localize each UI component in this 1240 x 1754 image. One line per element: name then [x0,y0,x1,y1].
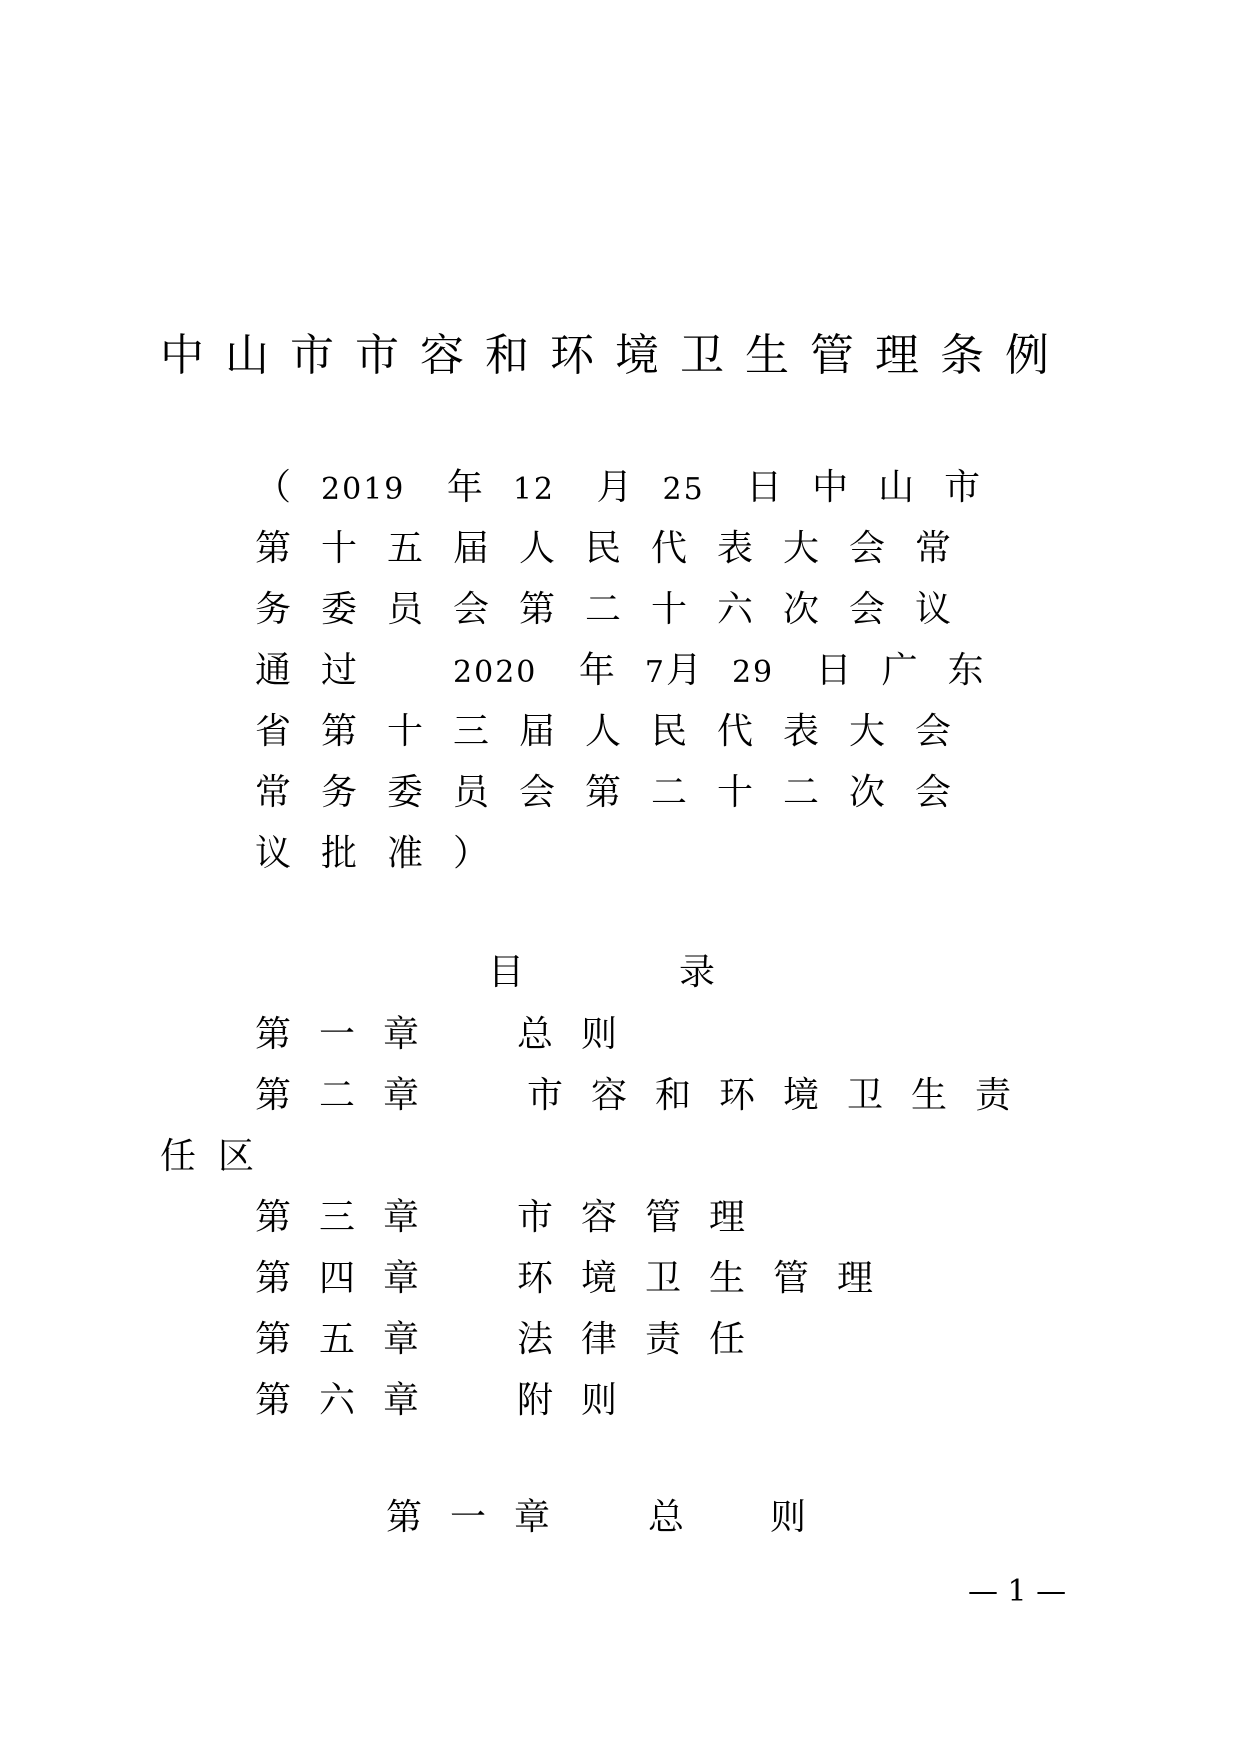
day-rest: 日中山市 [746,467,1011,508]
toc-item-label: 第五章 [255,1319,448,1360]
day-rest: 日广东 [815,650,1014,691]
toc-item-label: 第四章 [255,1258,448,1299]
chapter-heading [386,1493,834,1543]
toc-item-title: 市容和环境卫生责 [527,1075,1040,1116]
toc-item-label: 第一章 [255,1014,448,1055]
month-unit: 月 [665,650,732,691]
approval-year: 2019 [321,472,406,507]
toc-item-label: 第六章 [255,1380,448,1421]
month-unit: 月 [596,467,663,508]
year-unit: 年 [446,467,513,508]
chapter-word: 则 [770,1497,835,1538]
approval-note-line: 第十五届人民代表大会常 [255,528,982,569]
toc-item [255,1071,1039,1121]
document-title: 中山市市容和环境卫生管理条例 [160,330,1070,381]
page-number: — 1 — [968,1574,1067,1609]
toc-item-label: 第三章 [255,1197,448,1238]
approval-note-line [255,646,1014,698]
toc-heading [488,948,715,998]
approval-note-line: 务委员会第二十六次会议 [255,589,982,630]
toc-item [255,1376,645,1426]
toc-item-title: 附则 [517,1380,646,1421]
approval-note-line: 省第十三届人民代表大会 [255,711,982,752]
open-paren: （ [255,467,322,508]
toc-item-title: 环境卫生管理 [517,1258,902,1299]
approval-day: 25 [662,472,705,507]
toc-heading-right: 录 [679,952,716,993]
toc-item-label: 第二章 [255,1075,448,1116]
toc-item-title-continued: 任区 [160,1136,277,1177]
toc-item-title: 法律责任 [517,1319,774,1360]
toc-item [255,1010,645,1060]
toc-heading-left: 目 [488,952,525,993]
passed-text: 通过 [255,650,388,691]
approval-note-line: 议批准） [255,833,520,874]
approval-month: 12 [512,472,556,507]
chapter-label: 第一章 [386,1497,579,1538]
approval-year: 2020 [453,655,538,690]
toc-item [255,1315,773,1365]
approval-note-line: 常务委员会第二十二次会 [255,772,982,813]
toc-item [255,1254,901,1304]
toc-item [255,1193,773,1243]
approval-note-line [255,463,1011,515]
approval-month: 7 [644,655,666,690]
chapter-word: 总 [648,1497,713,1538]
toc-item-title: 总则 [517,1014,646,1055]
year-unit: 年 [578,650,645,691]
approval-day: 29 [731,655,775,690]
toc-item-title: 市容管理 [517,1197,774,1238]
